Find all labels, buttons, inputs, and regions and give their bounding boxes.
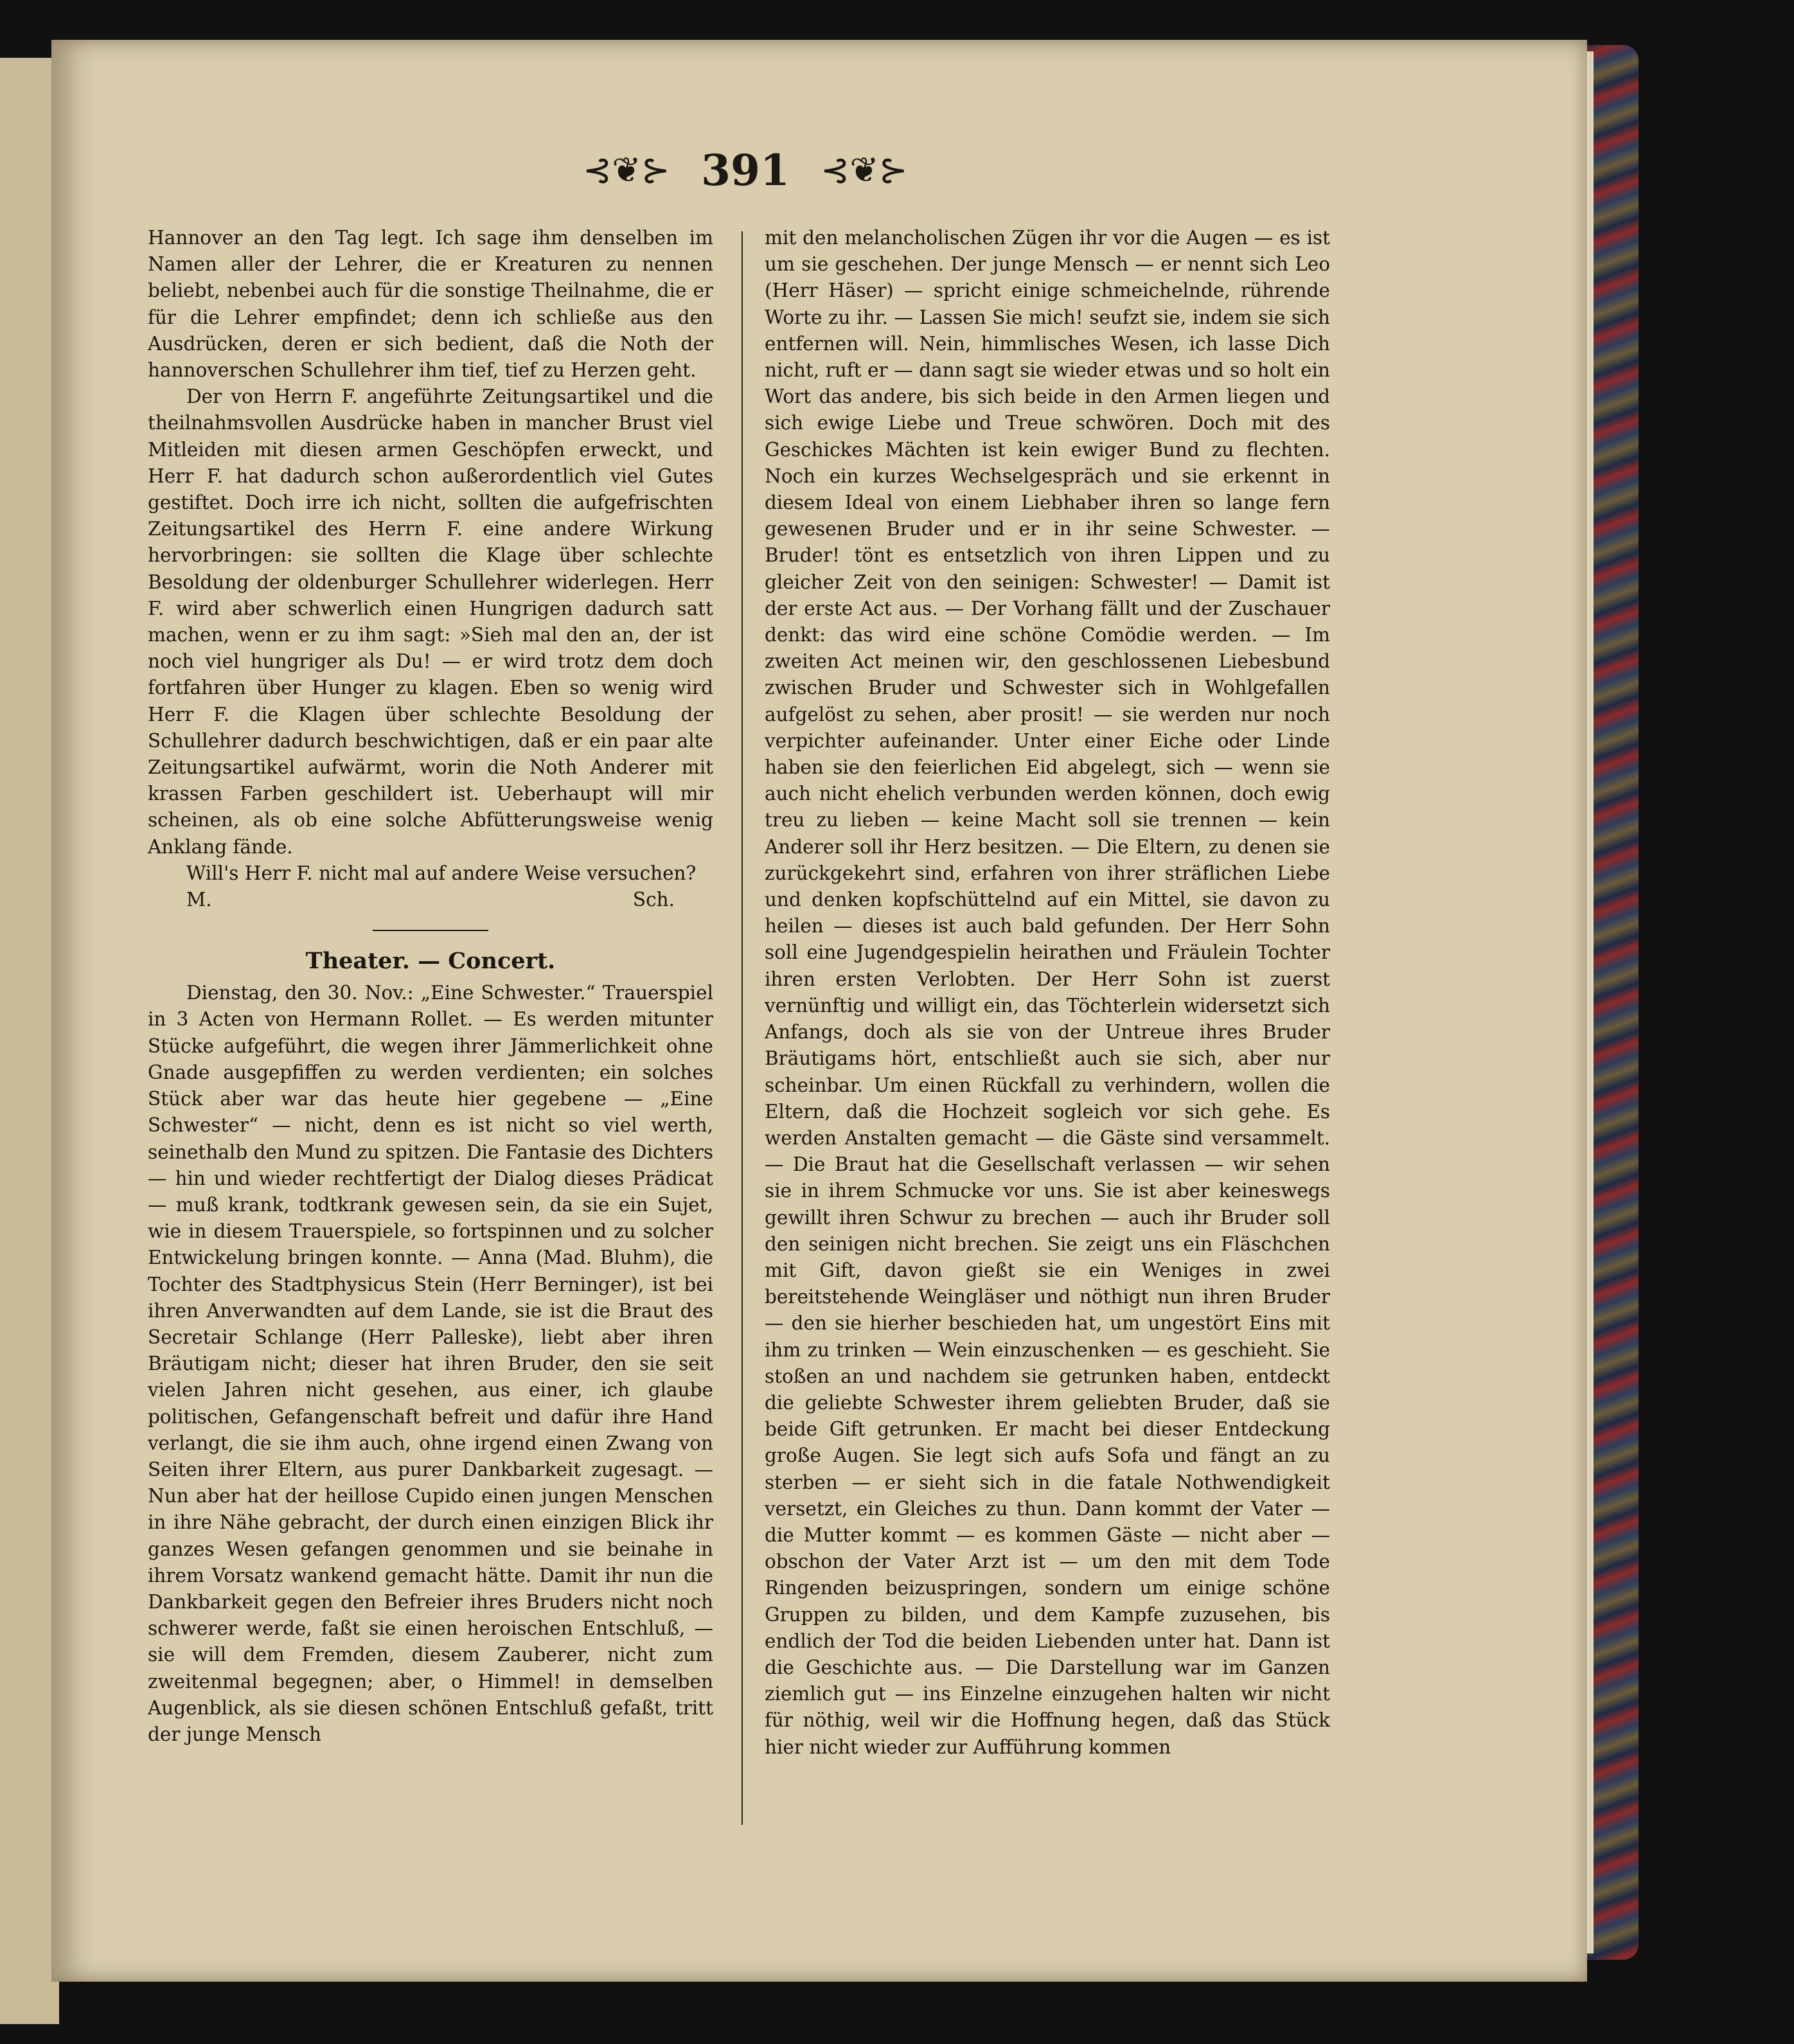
page-header [578,141,912,206]
right-column [765,225,1330,1761]
signature [148,887,713,913]
left-column [148,225,713,1748]
section-heading: Theater. — Concert. [305,948,556,975]
paragraph: Dienstag, den 30. Nov.: „Eine Schwester.“ Trauerspiel in 3 Acten von Hermann Rollet. — Es werden mitunter Stücke aufgeführt, die wegen ihrer Jämmerlichkeit ohne Gnade ausgepfiffen zu werden verdienten; ein solches Stück aber war das heute hier gegebene — „Eine Schwester“ — nicht, denn es ist nicht so viel werth, seinethalb den Mund zu spitzen. Die Fantasie des Dichters — hin und wieder rechtfertigt der Dialog dieses Prädicat — muß krank, todtkrank gewesen sein, da sie ein Sujet, wie in diesem Trauerspiele, so fortspinnen und zu solcher Entwickelung bringen konnte. — Anna (Mad. Bluhm), die Tochter des Stadtphysicus Stein (Herr Berninger), ist bei ihren Anverwandten auf dem Lande, sie ist die Braut des Secretair Schlange (Herr Palleske), liebt aber ihren Bräutigam nicht; dieser hat ihren Bruder, den sie seit vielen Jahren nicht gesehen, aus einer, ich glaube politischen, Gefangenschaft befreit und dafür ihre Hand verlangt, die sie ihm auch, ohne irgend einen Zwang von Seiten ihrer Eltern, aus purer Dankbarkeit zugesagt. — Nun aber hat der heillose Cupido einen jungen Menschen in ihre Nähe gebracht, der durch einen einzigen Blick ihr ganzes Wesen gefangen genommen und sie beinahe in ihrem Vorsatz wankend gemacht hätte. Damit ihr nun die Dankbarkeit gegen den Befreier ihres Bruders nicht noch schwerer werde, faßt sie einen heroischen Entschluß, — sie will dem Fremden, diesem Zauberer, nicht zum zweitenmal begegnen; aber, o Himmel! in demselben Augenblick, als sie diesen schönen Entschluß gefaßt, tritt der junge Mensch [148,982,713,1745]
paragraph: Der von Herrn F. angeführte Zeitungsartikel und die theilnahmsvollen Ausdrücke haben in mancher Brust viel Mitleiden mit diesen armen Geschöpfen erweckt, und Herr F. hat dadurch schon außerordentlich viel Gutes gestiftet. Doch irre ich nicht, sollten die aufgefrischten Zeitungsartikel des Herrn F. eine andere Wirkung hervorbringen: sie sollten die Klage über schlechte Besoldung der oldenburger Schullehrer widerlegen. Herr F. wird aber schwerlich einen Hungrigen dadurch satt machen, wenn er zu ihm sagt: »Sieh mal den an, der ist noch viel hungriger als Du! — er wird trotz dem doch fortfahren über Hunger zu klagen. Eben so wenig wird Herr F. die Klagen über schlechte Besoldung der Schullehrer dadurch beschwichtigen, daß er ein paar alte Zeitungsartikel aufwärmt, worin die Noth Anderer mit krassen Farben geschildert ist. Ueberhaupt will mir scheinen, als ob eine solche Abfütterungsweise wenig Anklang fände. [148,386,713,858]
facing-page-edge [0,58,59,2024]
paragraph: Hannover an den Tag legt. Ich sage ihm denselben im Namen aller der Lehrer, die er Kreaturen zu nennen beliebt, nebenbei auch für die sonstige Theilnahme, die er für die Lehrer empfindet; denn ich schließe aus den Ausdrücken, deren er sich bedient, daß die Noth der hannoverschen Schullehrer ihm tief, tief zu Herzen geht. [148,227,713,382]
signature-left: M. [186,889,212,911]
ornament-right-icon: ⊰❦⊱ [821,150,908,190]
paragraph: mit den melancholischen Zügen ihr vor die Augen — es ist um sie geschehen. Der junge Mensch — er nennt sich Leo (Herr Häser) — spricht einige schmeichelnde, rührende Worte zu ihr. — Lassen Sie mich! seufzt sie, indem sie sich entfernen will. Nein, himmlisches Wesen, ich lasse Dich nicht, ruft er — dann sagt sie wieder etwas und so holt ein Wort das andere, bis sich beide in den Armen liegen und sich ewige Liebe und Treue schwören. Doch mit des Geschickes Mächten ist kein ewiger Bund zu flechten. Noch ein kurzes Wechselgespräch und sie erkennt in diesem Ideal von einem Liebhaber ihren so lange fern gewesenen Bruder und er in ihr seine Schwester. — Bruder! tönt es entsetzlich von ihren Lippen und zu gleicher Zeit von den seinigen: Schwester! — Damit ist der erste Act aus. — Der Vorhang fällt und der Zuschauer denkt: das wird eine schöne Comödie werden. — Im zweiten Act meinen wir, den geschlossenen Liebesbund zwischen Bruder und Schwester sich in Wohlgefallen aufgelöst zu sehen, aber prosit! — sie werden nur noch verpichter aufeinander. Unter einer Eiche oder Linde haben sie den feierlichen Eid abgelegt, sich — wenn sie auch nicht ehelich verbunden werden können, doch ewig treu zu lieben — keine Macht soll sie trennen — kein Anderer soll ihr Herz besitzen. — Die Eltern, zu denen sie zurückgekehrt sind, erfahren von ihrer sträflichen Liebe und denken kopfschüttelnd auf ein Mittel, sie davon zu heilen — dieses ist auch bald gefunden. Der Herr Sohn soll eine Jugendgespielin heirathen und Fräulein Tochter ihren ersten Verlobten. Der Herr Sohn ist zuerst vernünftig und willigt ein, das Töchterlein widersetzt sich Anfangs, doch als sie von der Untreue ihres Bruder Bräutigams hört, entschließt auch sie sich, aber nur scheinbar. Um einen Rückfall zu verhindern, wollen die Eltern, daß die Hochzeit sogleich vor sich gehe. Es werden Anstalten gemacht — die Gäste sind versammelt. — Die Braut hat die Gesellschaft verlassen — wir sehen sie in ihrem Schmucke vor uns. Sie ist aber keineswegs gewillt ihren Schwur zu brechen — auch ihr Bruder soll den seinigen nicht brechen. Sie zeigt uns ein Fläschchen mit Gift, davon gießt sie ein Weniges in zwei bereitstehende Weingläser und nöthigt nun ihren Bruder — den sie hierher beschieden hat, um ungestört Eins mit ihm zu trinken — Wein einzuschenken — es geschieht. Sie stoßen an und nachdem sie getrunken haben, entdeckt die geliebte Schwester ihrem geliebten Bruder, daß sie beide Gift getrunken. Er macht bei dieser Entdeckung große Augen. Sie legt sich aufs Sofa und fängt an zu sterben — er sieht sich in die fatale Nothwendigkeit versetzt, ein Gleiches zu thun. Dann kommt der Vater — die Mutter kommt — es kommen Gäste — nicht aber — obschon der Vater Arzt ist — um den mit dem Tode Ringenden beizuspringen, sondern um einige schöne Gruppen zu bilden, und dem Kampfe zuzusehen, bis endlich der Tod die beiden Liebenden unter hat. Dann ist die Geschichte aus. — Die Darstellung war im Ganzen ziemlich gut — ins Einzelne einzugehen halten wir nicht für nöthig, weil wir die Hoffnung hegen, daß das Stück hier nicht wieder zur Aufführung kommen [765,227,1330,1758]
section-rule [373,930,488,931]
page-number: 391 [701,145,790,195]
ornament-left-icon: ⊰❦⊱ [583,150,670,190]
column-divider [742,231,743,1825]
signature-right: Sch. [632,889,675,911]
paragraph: Will's Herr F. nicht mal auf andere Weise versuchen? [186,862,697,884]
